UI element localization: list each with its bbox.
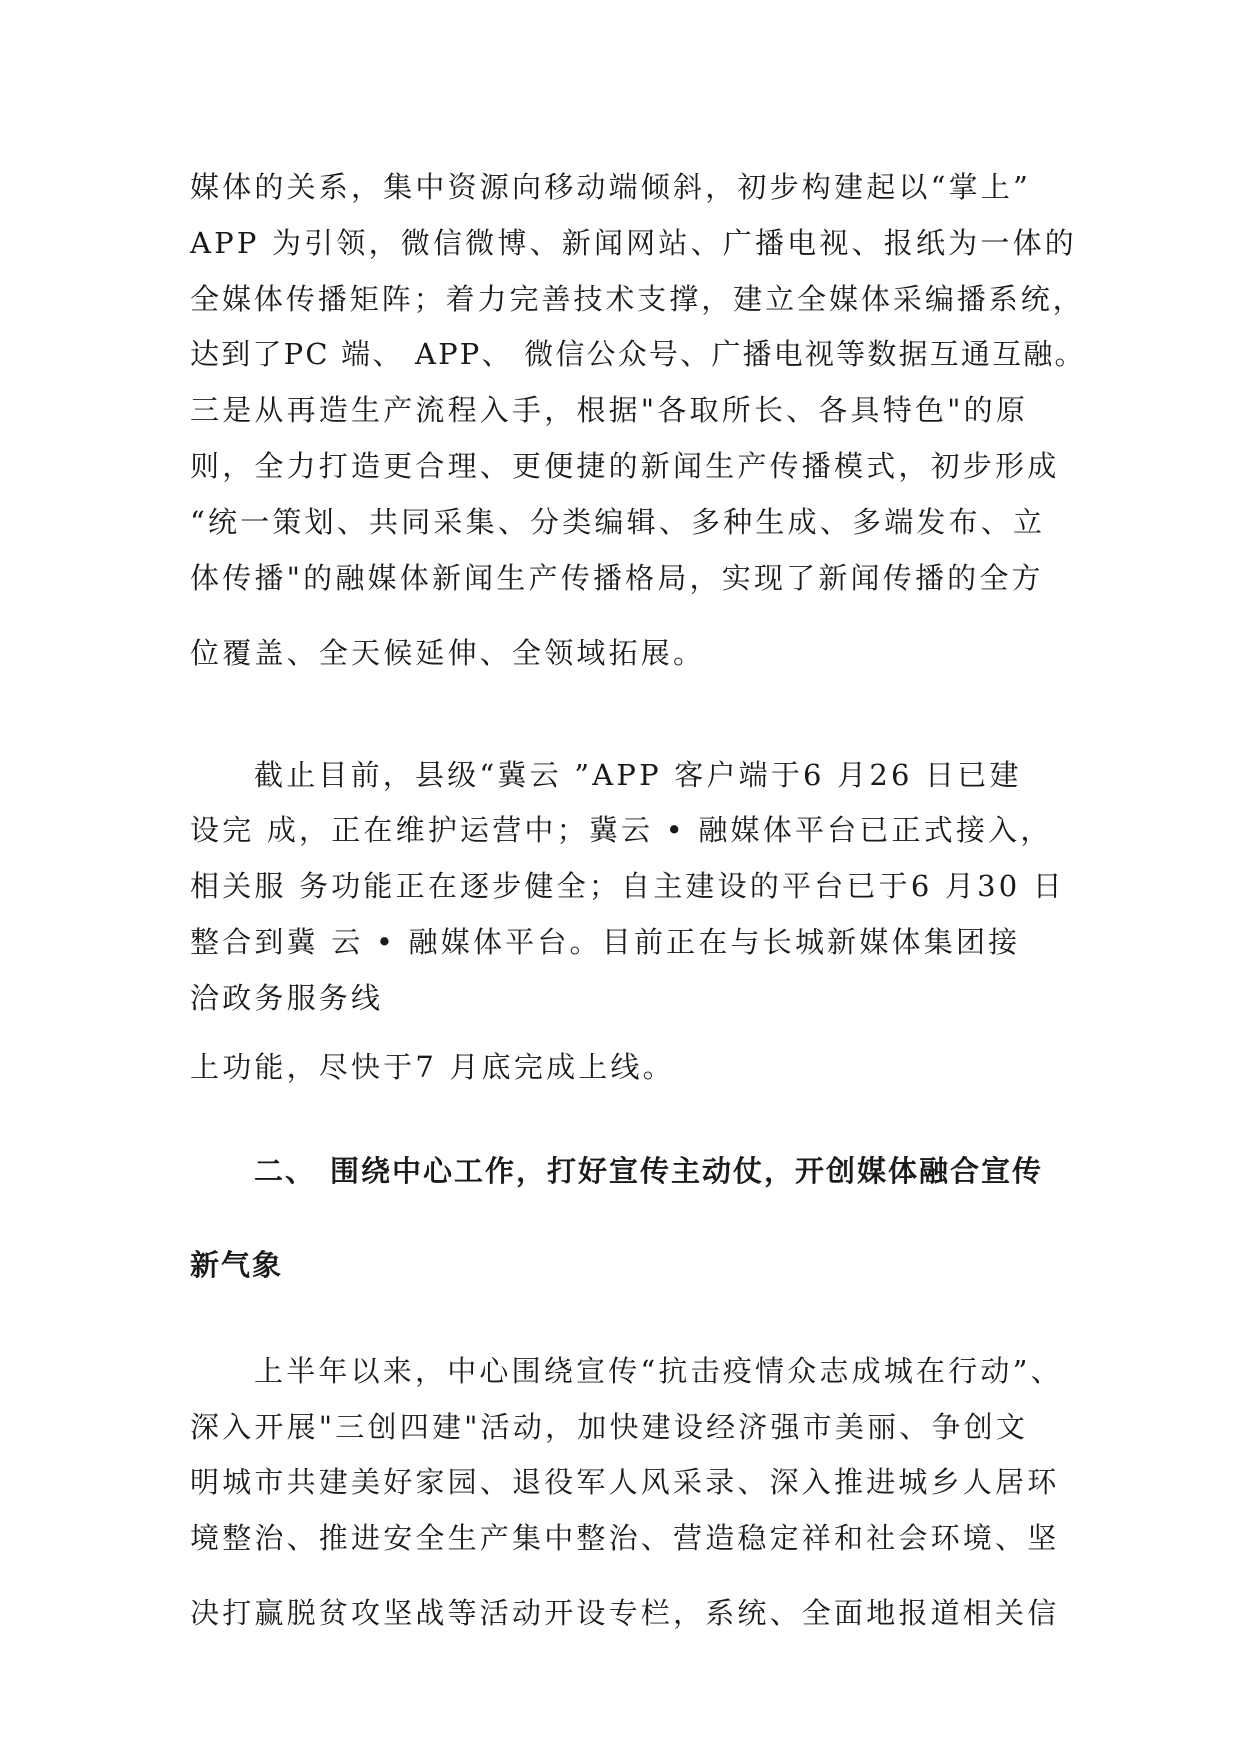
paragraph-2-line-2: 设完 成，正在维护运营中；冀云 • 融媒体平台已正式接入， xyxy=(190,813,1053,847)
paragraph-3-line-4: 境整治、推进安全生产集中整治、营造稳定祥和社会环境、坚 xyxy=(190,1521,1060,1555)
paragraph-1-line-1: 媒体的关系，集中资源向移动端倾斜，初步构建起以“掌上” xyxy=(190,170,1032,204)
paragraph-1-line-6: 则，全力打造更合理、更便捷的新闻生产传播模式，初步形成 xyxy=(190,449,1060,483)
paragraph-2-line-6: 上功能，尽快于7 月底完成上线。 xyxy=(190,1050,675,1084)
paragraph-3-line-1: 上半年以来，中心围绕宣传“抗击疫情众志成城在行动”、 xyxy=(254,1354,1063,1388)
paragraph-1-line-7: “统一策划、共同采集、分类编辑、多种生成、多端发布、立 xyxy=(190,505,1046,539)
section-heading-number: 二、 xyxy=(254,1154,317,1188)
paragraph-3-line-5: 决打赢脱贫攻坚战等活动开设专栏，系统、全面地报道相关信 xyxy=(190,1596,1060,1630)
section-heading-title: 围绕中心工作，打好宣传主动仗，开创媒体融合宣传 xyxy=(330,1154,1044,1188)
paragraph-2-line-4: 整合到冀 云 • 融媒体平台。目前正在与长城新媒体集团接 xyxy=(190,925,1021,959)
section-heading-title-continued: 新气象 xyxy=(190,1248,284,1282)
paragraph-2-line-5: 洽政务服务线 xyxy=(190,981,384,1015)
paragraph-3-line-2: 深入开展"三创四建"活动，加快建设经济强市美丽、争创文 xyxy=(190,1410,1029,1444)
paragraph-1-line-8: 体传播"的融媒体新闻生产传播格局，实现了新闻传播的全方 xyxy=(190,561,1044,595)
paragraph-3-line-3: 明城市共建美好家园、退役军人风采录、深入推进城乡人居环 xyxy=(190,1465,1060,1499)
paragraph-1-line-2: APP 为引领，微信微博、新闻网站、广播电视、报纸为一体的 xyxy=(190,226,1077,260)
paragraph-1-line-9: 位覆盖、全天候延伸、全领域拓展。 xyxy=(190,636,706,670)
paragraph-1-line-3: 全媒体传播矩阵；着力完善技术支撑，建立全媒体采编播系统， xyxy=(190,282,1085,316)
paragraph-1-line-4: 达到了PC 端、 APP、 微信公众号、广播电视等数据互通互融。 xyxy=(190,337,1086,371)
paragraph-1-line-5: 三是从再造生产流程入手，根据"各取所长、各具特色"的原 xyxy=(190,393,1029,427)
paragraph-2-line-3: 相关服 务功能正在逐步健全；自主建设的平台已于6 月30 日 xyxy=(190,869,1066,903)
paragraph-2-line-1: 截止目前，县级“冀云 ”APP 客户端于6 月26 日已建 xyxy=(254,758,1022,792)
